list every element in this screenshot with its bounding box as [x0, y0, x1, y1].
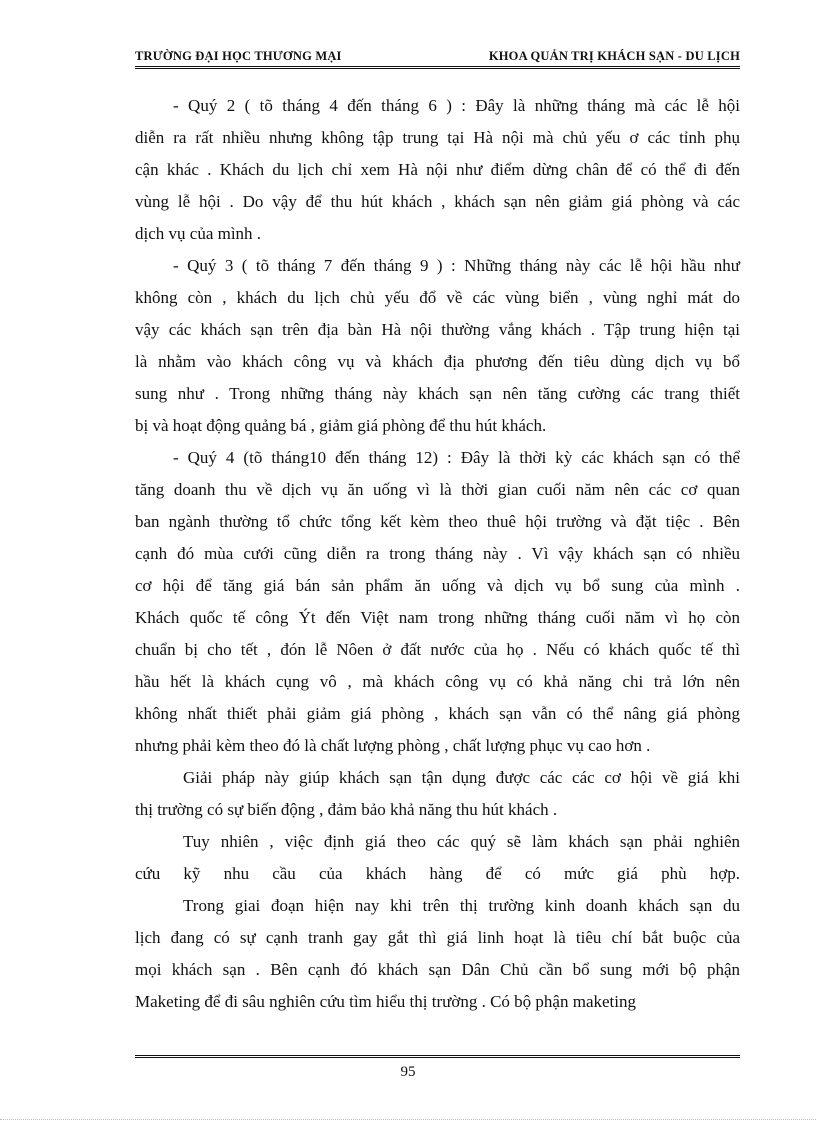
text-line: mọi khách sạn . Bên cạnh đó khách sạn Dân Chủ cần bổ sung mới bộ phận: [135, 960, 740, 979]
header-rule: [135, 66, 740, 69]
text-line: bị và hoạt động quảng bá , giảm giá phòng để thu hút khách.: [135, 416, 547, 435]
text-line: vậy các khách sạn trên địa bàn Hà nội thường vắng khách . Tập trung hiện tại: [135, 320, 740, 339]
text-line: Khách quốc tế công Ýt đến Việt nam trong những tháng cuối năm vì họ còn: [135, 608, 740, 627]
text-line: cạnh đó mùa cưới cũng diễn ra trong tháng này . Vì vậy khách sạn có nhiều: [135, 544, 740, 563]
text-line: nhưng phải kèm theo đó là chất lượng phòng , chất lượng phục vụ cao hơn .: [135, 736, 651, 755]
document-body: [135, 90, 740, 1018]
text-line: ban ngành thường tổ chức tổng kết kèm theo thuê hội trường và đặt tiệc . Bên: [135, 512, 740, 531]
text-line: Tuy nhiên , việc định giá theo các quý sẽ làm khách sạn phải nghiên: [183, 832, 740, 851]
page-edge-dotted-line: [0, 1119, 816, 1120]
header-faculty: KHOA QUẢN TRỊ KHÁCH SẠN - DU LỊCH: [488, 49, 740, 63]
text-line: cứu kỹ nhu cầu của khách hàng để có mức giá phù hợp.: [135, 864, 740, 883]
text-line: cận khác . Khách du lịch chỉ xem Hà nội như điểm dừng chân để có thể đi đến: [135, 160, 740, 179]
text-line: tăng doanh thu về dịch vụ ăn uống vì là thời gian cuối năm nên các cơ quan: [135, 480, 740, 499]
text-line: - Quý 4 (tõ tháng10 đến tháng 12) : Đây là thời kỳ các khách sạn có thể: [173, 448, 740, 467]
text-line: dịch vụ của mình .: [135, 224, 262, 243]
header-university: TRƯỜNG ĐẠI HỌC THƯƠNG MẠI: [135, 49, 342, 63]
text-line: lịch đang có sự cạnh tranh gay gắt thì giá linh hoạt là tiêu chí bắt buộc của: [135, 928, 740, 947]
text-line: cơ hội để tăng giá bán sản phẩm ăn uống và dịch vụ bổ sung của mình .: [135, 576, 740, 595]
text-line: không nhất thiết phải giảm giá phòng , khách sạn vẫn có thể nâng giá phòng: [135, 704, 740, 723]
text-line: sung như . Trong những tháng này khách sạn nên tăng cường các trang thiết: [135, 384, 740, 403]
page-number: 95: [400, 1064, 416, 1080]
text-line: Giải pháp này giúp khách sạn tận dụng được các các cơ hội về giá khi: [183, 768, 740, 787]
text-line: diễn ra rất nhiều nhưng không tập trung tại Hà nội mà chủ yếu ơ các tỉnh phụ: [135, 128, 740, 147]
text-line: hầu hết là khách cụng vô , mà khách công vụ có khả năng chi trả lớn nên: [135, 672, 740, 691]
text-line: Maketing để đi sâu nghiên cứu tìm hiểu thị trường . Có bộ phận maketing: [135, 992, 636, 1011]
text-line: chuẩn bị cho tết , đón lễ Nôen ở đất nước của họ . Nếu có khách quốc tế thì: [135, 640, 740, 659]
text-line: Trong giai đoạn hiện nay khi trên thị trường kinh doanh khách sạn du: [183, 896, 740, 915]
footer-rule: [135, 1055, 740, 1058]
text-line: là nhằm vào khách công vụ và khách địa phương đến tiêu dùng dịch vụ bổ: [135, 352, 740, 371]
text-line: - Quý 2 ( tõ tháng 4 đến tháng 6 ) : Đây là những tháng mà các lễ hội: [173, 96, 740, 115]
text-line: - Quý 3 ( tõ tháng 7 đến tháng 9 ) : Những tháng này các lễ hội hầu như: [173, 256, 740, 275]
page-header: [135, 47, 740, 67]
text-line: vùng lễ hội . Do vậy để thu hút khách , khách sạn nên giảm giá phòng và các: [135, 192, 740, 211]
text-line: không còn , khách du lịch chủ yếu đổ về các vùng biển , vùng nghỉ mát do: [135, 288, 740, 307]
text-line: thị trường có sự biến động , đảm bảo khả năng thu hút khách .: [135, 800, 558, 819]
